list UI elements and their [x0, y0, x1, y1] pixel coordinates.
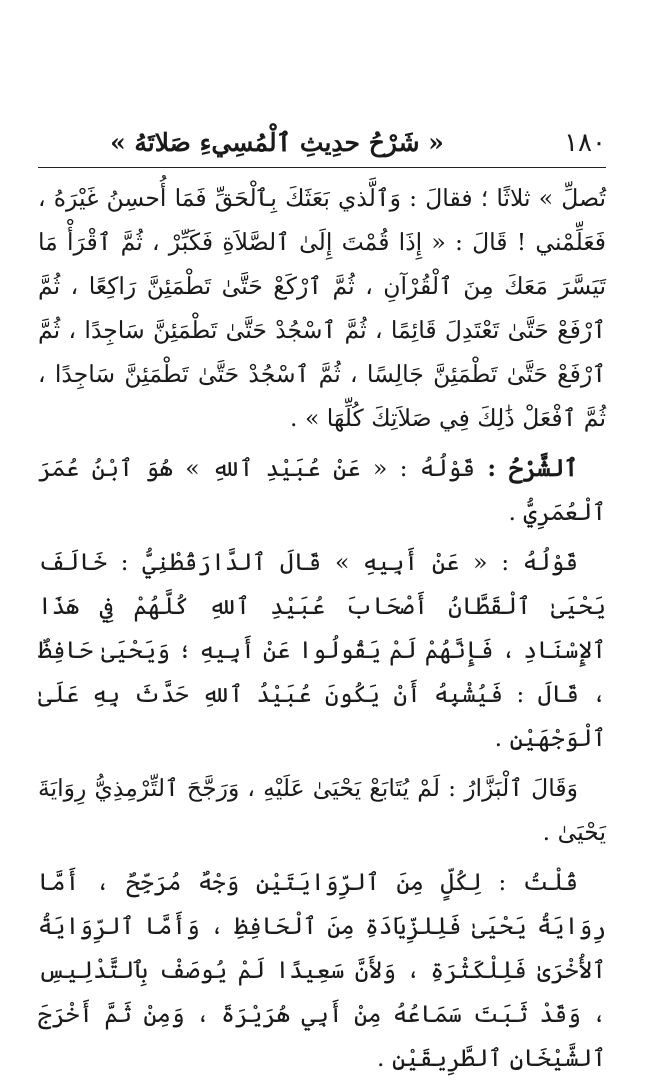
body-text: [38, 176, 606, 1086]
paragraph-text: تُصلِّ » ثلاثًا ؛ فقالَ : وَٱلَّذي بَعَثَكَ بِٱلْحَقِّ فَمَا أُحسِنُ غَيْرَهُ ، فَعَلِّمْني ! قَالَ : « إِذَا قُمْتَ إِلَىٰ ٱلصَّلاَةِ فَكَبِّرْ ، ثُمَّ ٱقْرَأْ مَا تَيَسَّرَ مَعَكَ مِنَ ٱلْقُرْآنِ ، ثُمَّ ٱرْكَعْ حَتَّىٰ تَطْمَئِنَّ رَاكِعًا ، ثُمَّ ٱرْفَعْ حَتَّىٰ تَعْتَدِلَ قَائِمًا ، ثُمَّ ٱسْجُدْ حَتَّىٰ تَطْمَئِنَّ سَاجِدًا ، ثُمَّ ٱرْفَعْ حَتَّىٰ تَطْمَئِنَّ جَالِسًا ، ثُمَّ ٱسْجُدْ حَتَّىٰ تَطْمَئِنَّ سَاجِدًا ، ثُمَّ ٱفْعَلْ ذَٰلِكَ فِي صَلاَتِكَ كُلِّهَا » .: [38, 184, 606, 432]
paragraph-text: قَوْلُهُ : « عَنْ أَبِيهِ » قَالَ ٱلدَّارَقُطْنِيُّ : خَالَفَ يَحْيَىٰ ٱلْقَطَّانُ أَصْحَابَ عُبَيْدِ ٱللهِ كُلَّهُمْ فِي هَذَا ٱلإِسْنَادِ ، فَإِنَّهُمْ لَمْ يَقُولُوا عَنْ أَبِيهِ ؛ وَيَحْيَىٰ حَافِظٌ ، قَالَ : فَيُشْبِهُ أَنْ يَكُونَ عُبَيْدُ ٱللهِ حَدَّثَ بِهِ عَلَىٰ ٱلْوَجْهَيْنِ .: [38, 548, 606, 752]
paragraph-qultu: [38, 860, 606, 1080]
running-head: [38, 126, 606, 162]
header-rule: [38, 167, 606, 168]
paragraph-text: وَقَالَ ٱلْبَزَّارُ : لَمْ يُتَابَعْ يَحْيَىٰ عَلَيْهِ ، وَرَجَّحَ ٱلتِّرْمِذِيُّ رِوَايَةَ يَحْيَىٰ .: [38, 774, 606, 846]
paragraph-bazzar: [38, 766, 606, 854]
sharh-heading: ٱلشَّرْحُ :: [487, 454, 578, 482]
running-title: « شَرْحُ حدِيثِ ٱلْمُسِيءِ صَلاتَهُ »: [110, 128, 444, 157]
paragraph-text: قَوْلُهُ : « عَنْ عُبَيْدِ ٱللهِ » هُوَ ٱبْنُ عُمَرَ ٱلْعُمَرِيُّ .: [38, 454, 606, 526]
paragraph-daraqutni: [38, 540, 606, 760]
paragraph-hadith-text: [38, 176, 606, 440]
paragraph-sharh: [38, 446, 606, 534]
paragraph-text: قُلْتُ : لِكُلٍّ مِنَ ٱلرِّوَايَتَيْنِ وَجْهٌ مُرَجِّحٌ ، أَمَّا رِوَايَةُ يَحْيَىٰ فَلِلزِّيَادَةِ مِنَ ٱلْحَافِظِ ، وَأَمَّا ٱلرِّوَايَةُ ٱلأُخْرَىٰ فَلِلْكَثْرَةِ ، وَلأَنَّ سَعِيدًا لَمْ يُوصَفْ بِٱلتَّدْلِيسِ ، وَقَدْ ثَبَتَ سَمَاعُهُ مِنْ أَبِي هُرَيْرَةَ ، وَمِنْ ثَمَّ أَخْرَجَ ٱلشَّيْخَانِ ٱلطَّرِيقَيْنِ .: [38, 868, 606, 1072]
page-number: ١٨٠: [564, 128, 606, 158]
